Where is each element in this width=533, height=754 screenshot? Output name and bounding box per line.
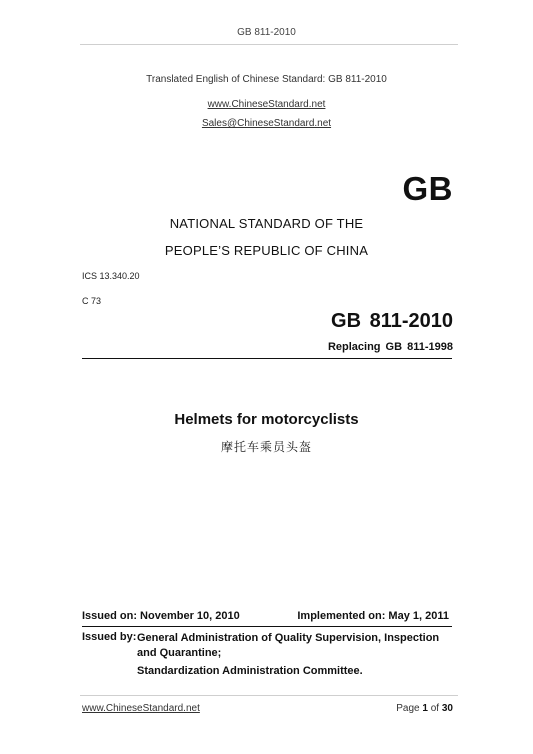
- website-link-wrap: [0, 94, 533, 112]
- implemented-on-date: Implemented on: May 1, 2011: [297, 610, 449, 622]
- email-link[interactable]: Sales@ChineseStandard.net: [201, 118, 332, 129]
- standard-number: GB 811-2010: [331, 310, 453, 332]
- issue-divider: [82, 626, 452, 627]
- title-divider: [82, 358, 452, 359]
- document-title-en: Helmets for motorcyclists: [174, 411, 359, 428]
- ics-code: ICS 13.340.20: [82, 271, 140, 281]
- national-standard-line1: NATIONAL STANDARD OF THE: [169, 216, 364, 231]
- website-link[interactable]: www.ChineseStandard.net: [207, 99, 326, 110]
- running-header: GB 811-2010: [237, 27, 296, 38]
- gb-logo: GB: [402, 170, 453, 207]
- document-title-cn: 摩托车乘员头盔: [220, 440, 312, 454]
- ccs-code: C 73: [82, 296, 102, 306]
- header-divider: [80, 44, 458, 45]
- page-total: 30: [441, 703, 453, 714]
- email-link-wrap: [0, 113, 533, 131]
- issuer-list: [137, 631, 457, 682]
- page-number: [396, 703, 453, 714]
- issued-on-date: Issued on: November 10, 2010: [82, 610, 240, 622]
- issuer-line1: General Administration of Quality Supervision, Inspection and Quarantine;: [137, 632, 440, 659]
- issuer-line2: Standardization Administration Committee.: [137, 665, 363, 677]
- replacing-standard: Replacing GB 811-1998: [327, 341, 453, 353]
- translation-notice: Translated English of Chinese Standard: GB 811-2010: [146, 74, 387, 85]
- footer-website-link[interactable]: www.ChineseStandard.net: [82, 703, 200, 714]
- footer-divider: [80, 695, 458, 696]
- page-of: of: [430, 703, 440, 714]
- page-current: 1: [422, 703, 428, 714]
- issued-by-label: Issued by:: [82, 631, 137, 643]
- page-prefix: Page: [396, 703, 420, 714]
- national-standard-line2: PEOPLE’S REPUBLIC OF CHINA: [164, 243, 369, 258]
